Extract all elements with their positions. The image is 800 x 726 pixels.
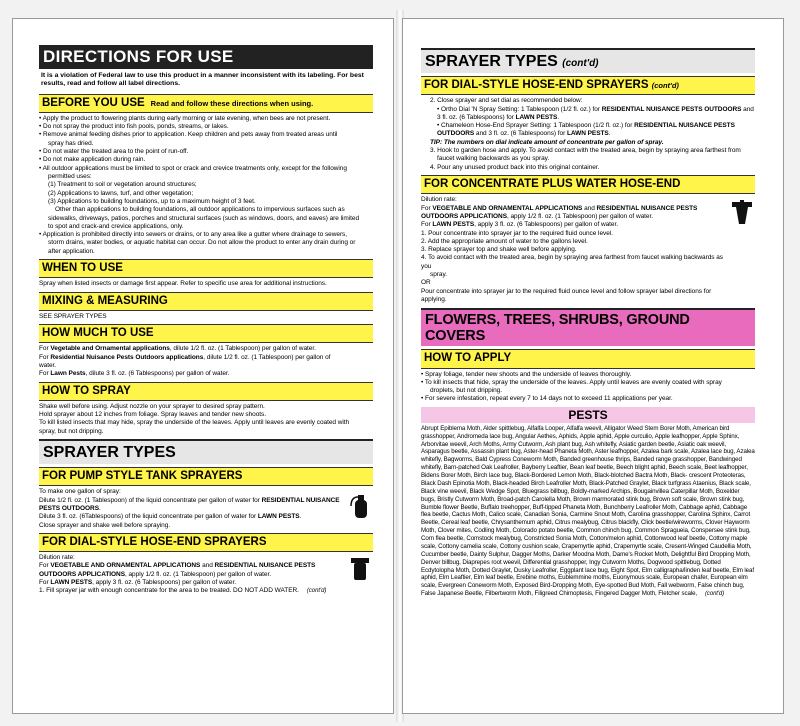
- seg: .: [557, 113, 560, 121]
- pests-list: [421, 425, 755, 599]
- dial-line: [39, 562, 343, 570]
- seg: For: [421, 204, 433, 212]
- seg: .: [299, 513, 302, 521]
- before-line: storm drains, water bodies, or aquatic habitat can occur. Do not allow the product to enter any drain during or: [48, 239, 356, 247]
- how-to-apply-heading: HOW TO APPLY: [421, 349, 755, 368]
- how-much-heading: HOW MUCH TO USE: [39, 324, 373, 343]
- pump-line: [39, 513, 343, 521]
- seg: • Chameleon Hose-End Sprayer Setting: 1 Tablespoon (1/2 fl. oz.) for: [437, 122, 635, 130]
- seg: OUTDOORS: [437, 130, 475, 138]
- before-line: permitted uses:: [48, 172, 92, 180]
- dial-cont-text: [421, 97, 755, 172]
- dial-line: 2. Close sprayer and set dial as recommended below:: [430, 97, 583, 105]
- spray-line: Hold sprayer about 12 inches from foliage. Spray leaves and tender new shoots.: [39, 411, 266, 419]
- seg: , apply 3 fl. oz. (6 Tablespoons) per gallon of water.: [474, 221, 619, 229]
- before-line: sidewalks, driveways, patios, porches and structural surfaces (such as windows, doors, and eaves) are limited: [48, 214, 360, 222]
- seg: .: [98, 504, 101, 512]
- how-much-line: [39, 370, 373, 378]
- left-page: [12, 18, 394, 714]
- before-line: (1) Treatment to soil or vegetation around structures;: [48, 181, 197, 189]
- spray-line: spray, but not dripping.: [39, 427, 104, 435]
- seg: .: [608, 130, 611, 138]
- dial-line: [39, 579, 343, 587]
- concentrate-text: [421, 196, 755, 304]
- dial-sprayer-heading: FOR DIAL-STYLE HOSE-END SPRAYERS: [39, 533, 373, 552]
- how-to-spray-text: [39, 403, 373, 436]
- sprayer-types-cont-title: [421, 48, 755, 73]
- how-to-apply-text: [421, 371, 755, 404]
- before-line: (3) Applications to building foundations, up to a maximum height of 3 feet.: [48, 197, 256, 205]
- conc-line: Pour concentrate into sprayer jar to the required fluid ounce level and follow sprayer label directions for applying.: [421, 287, 712, 303]
- before-line: • All outdoor applications must be limited to spot or crack and crevice treatments only, except for the following: [39, 164, 347, 172]
- apply-line: • To kill insects that hide, spray the underside of the leaves. Apply until leaves are evenly coated with spray: [421, 378, 722, 386]
- heading-cont: (cont'd): [651, 81, 679, 90]
- before-you-use-text: [39, 115, 373, 256]
- title-cont: (cont'd): [562, 58, 599, 69]
- seg: and: [741, 105, 754, 113]
- before-you-use-heading: [39, 94, 373, 113]
- seg: and 3 fl. oz. (6 Tablespoons) for: [474, 130, 567, 138]
- pump-sprayer-text: [39, 488, 373, 530]
- seg: Dilute 3 fl. oz. (6Tablespoons) of the liquid concentrate per gallon of water for: [39, 513, 258, 521]
- seg: PESTS OUTDOORS: [39, 504, 99, 512]
- how-much-line: [39, 345, 373, 353]
- conc-line: 2. Add the appropriate amount of water to the gallons level.: [421, 237, 588, 245]
- seg: • Ortho Dial 'N Spray Setting: 1 Tablespoon (1/2 fl. oz.) for: [437, 105, 602, 113]
- seg: 1. Fill sprayer jar with enough concentrate for the area to be treated. DO NOT ADD WATER.: [39, 587, 299, 595]
- conc-line: [421, 213, 725, 221]
- title-text: SPRAYER TYPES: [425, 53, 558, 70]
- seg: LAWN PESTS: [432, 221, 475, 229]
- directions-title: DIRECTIONS FOR USE: [39, 45, 373, 69]
- seg: RESIDENTIAL NUISANCE: [261, 496, 340, 504]
- before-line: after application.: [48, 247, 95, 255]
- dial-line: [421, 106, 755, 114]
- dial-line: [421, 114, 755, 122]
- seg: LAWN PESTS: [257, 513, 300, 521]
- directions-intro: It is a violation of Federal law to use this product in a manner inconsistent with its labeling. For best results, read and follow all label directions.: [41, 72, 364, 88]
- conc-line: 4. To avoid contact with the treated area, begin by spraying area farthest from faucet walking backwards as you: [421, 254, 724, 270]
- seg: , dilute 3 fl. oz. (6 Tablespoons) per gallon of water.: [85, 370, 230, 378]
- before-line: spray has dried.: [48, 139, 94, 147]
- sprayer-types-title: SPRAYER TYPES: [39, 439, 373, 464]
- when-line: Spray when listed insects or damage first appear. Refer to specific use area for additional instructions.: [39, 280, 327, 288]
- before-heading-text: BEFORE YOU USE: [42, 96, 145, 109]
- pump-sprayer-icon: [349, 494, 371, 520]
- mixing-heading: MIXING & MEASURING: [39, 292, 373, 311]
- seg: , dilute 1/2 fl. oz. (1 Tablespoon) per gallon of water.: [169, 345, 316, 353]
- pump-sprayer-heading: FOR PUMP STYLE TANK SPRAYERS: [39, 467, 373, 486]
- seg: Residential Nuisance Pests Outdoors applications: [50, 353, 204, 361]
- before-line: • Do not make application during rain.: [39, 156, 146, 164]
- concentrate-sprayer-icon: [731, 200, 753, 226]
- seg: LAWN PESTS: [50, 579, 93, 587]
- seg: Lawn Pests: [50, 370, 86, 378]
- dial-sprayer-text: [39, 554, 373, 596]
- before-line: (2) Applications to lawns, turf, and other vegetation;: [48, 189, 194, 197]
- dial-line: Dilution rate:: [39, 554, 75, 562]
- flowers-trees-title: FLOWERS, TREES, SHRUBS, GROUND COVERS: [421, 308, 755, 346]
- seg: For: [39, 562, 51, 570]
- how-much-text: [39, 345, 373, 378]
- seg: OUTDOORS APPLICATIONS: [421, 212, 507, 220]
- before-line: • Do not spray the product into fish pools, ponds, streams, or lakes.: [39, 123, 229, 131]
- seg: For: [421, 221, 433, 229]
- conc-line: 1. Pour concentrate into sprayer jar to the required fluid ounce level.: [421, 229, 613, 237]
- mixing-line: SEE SPRAYER TYPES: [39, 312, 107, 320]
- seg: , apply 1/2 fl. oz. (1 Tablespoon) per gallon of water.: [506, 212, 653, 220]
- seg: and: [200, 562, 215, 570]
- spray-line: To kill listed insects that may hide, spray the underside of the leaves. Apply until leaves are evenly coated with: [39, 419, 350, 427]
- seg: RESIDENTIAL NUISANCE PESTS: [214, 562, 316, 570]
- before-line: • Apply the product to flowering plants during early morning or late evening, when bees are not present.: [39, 114, 331, 122]
- pests-text: Abrupt Epiblema Moth, Alder spittlebug, Alfalfa Looper, Alfalfa weevil, Alligator Weed Stem Borer Moth, American bird grasshopper, Andromeda lace bug, Angular Aethes, Aphids, Apple aphid, Apple curculio, Apple leafhopper, Apple Sphinx, Arborvitae weevil, Arch Moths, Army Cutworm, Ash plant bug, Ash whitefly, Asiatic garden beetle, Asiatic oak weevil, Asparagus beetle, Assassin plant bug, Aster-head Phaneta Moth, Aster leafhopper, Azalea bark scale, Azalea lace bug, Azalea whitefly, Bagworms, Bald Cypress Coneworm Moth, Banded greenhouse thrips, Banded range grasshopper, Bandwinged whitefly, Barn-patched Oak Leafroller, Bayberry Leaftier, Bean leaf beetle, Beech blight aphid, Beech scale, Beet leafhopper, Bidens Borer Moth, Birch lace bug, Black-Bordered Lemon Moth, Black-blotched Bactra Moth, Black- crescent Proteoteras, Black Dash Epinotia Moth, Black-headed Birch Leafroller Moth, Black-Patched Graylet, Black turfgrass Ataenius, Black scale, Black vine weevil, Black Wedge Spot, Bluegrass billbug, Boldly-marked Archips, Bougainvillea Caterpillar Moth, Boxelder bugs, Bristly Cutworm Moth, Broad-patch Carolella Moth, Brown marmorated stink bug, Brown soft scale, Brown stink bug, Bumble flower Beetle, Buffalo treehopper, Buff-tipped Phaneta Moth, Bunchberry Leafroller Moth, Cabbage aphid, Cabbage flea beetle, Cactus Moth, Calico scale, Canadian Sonia, Carmine Snout Moth, Carolina grasshopper, Carolina Sphinx, Carrot Beetle, Cereal leaf beetle, Chrysanthemum aphid, Citrus mealybug, Citrus blackfly, Click beetle/wireworms, Clover Hayworm Moth, Clover mites, Codling Moth, Colorado potato beetle, Common chinch bug, Common Spragueia, Conspersee stink bug, Corn flea beetle, Comstock mealybug, Constricted Sonia Moth, Cotton/melon aphid, Cottonwood leaf beetle, Cottony maple scale, Cottony camelia scale, Cottony cushion scale, Crapemyrtle aphid, Crapemyrtle scale, Cresent-Winged Caudellia Moth, Cucumber beetle, Dainty Sulphur, Dagger Moths, Darker Moodna Moth, Dame's Rocket Moth, Delightful Bird Dropping Moth, Denver billbug, Diaprepes root weevil, Differential grasshopper, Ingy Cutworm Moths, Dogwood spittlebug, Dotted Ecdytolopha Moth, Dotted Graylet, Dusky Leafroller, Eggplant lace bug, Eight Spot, Elm calligrapha/linden leaf beetle, Elm leaf aphid, Elm Leaftier, Elm leaf beetle, Erebine moths, Eublemmine moths, Euonymous scale, European chafer, European elm scale, Evergreen Coneworm Moth, Exposed Bird-Dropping Moth, Eye-spotted Bud Moth, Fall webworm, False chinch bug, False Japanese Beetle, Filbertworm Moth, Filigreed Chimoptesis, Fingered Dagger Moth, Fletcher scale,: [421, 424, 755, 598]
- pump-line: [39, 497, 343, 505]
- conc-line: Dilution rate:: [421, 196, 457, 204]
- mixing-text: [39, 313, 373, 321]
- pests-continued: (cont'd): [705, 591, 725, 598]
- seg: Vegetable and Ornamental applications: [50, 345, 170, 353]
- conc-line: spray.: [430, 271, 447, 279]
- how-much-line: water.: [39, 362, 57, 369]
- concentrate-heading: FOR CONCENTRATE PLUS WATER HOSE-END: [421, 175, 755, 194]
- how-to-spray-heading: HOW TO SPRAY: [39, 382, 373, 401]
- seg: For: [39, 345, 51, 353]
- when-to-use-heading: WHEN TO USE: [39, 259, 373, 278]
- dial-line: 4. Pour any unused product back into this original container.: [430, 163, 600, 171]
- conc-line: OR: [421, 279, 431, 287]
- before-line: • Application is prohibited directly into sewers or drains, or to any area like a gutter where drainage to sewers,: [39, 231, 348, 239]
- apply-line: • Spray foliage, tender new shoots and the underside of leaves thoroughly.: [421, 370, 632, 378]
- conc-line: 3. Replace sprayer top and shake well before applying.: [421, 246, 577, 254]
- before-heading-sub: Read and follow these directions when using.: [150, 98, 314, 108]
- seg: Dilute 1/2 fl. oz. (1 Tablespoon) of the liquid concentrate per gallon of water for: [39, 496, 262, 504]
- how-much-line: [39, 354, 373, 362]
- dial-line: [39, 571, 343, 579]
- right-page: [402, 18, 784, 714]
- seg: LAWN PESTS: [515, 113, 558, 121]
- before-line: • Remove animal feeding dishes prior to application. Keep children and pets away from treated areas until: [39, 131, 338, 139]
- seg: , apply 1/2 fl. oz. (1 Tablespoon) per gallon of water.: [124, 570, 271, 578]
- dial-tip: [421, 139, 755, 147]
- pests-heading: PESTS: [421, 407, 755, 423]
- heading-text: FOR DIAL-STYLE HOSE-END SPRAYERS: [424, 79, 649, 91]
- pump-line: To make one gallon of spray:: [39, 488, 121, 496]
- seg: RESIDENTIAL NUISANCE PESTS: [634, 122, 735, 130]
- before-line: Other than applications to building foundations, all outdoor applications to impervious surfaces such as: [55, 206, 345, 214]
- dial-line: [421, 130, 755, 138]
- dial-line: 3. Hook to garden hose and apply. To avoid contact with the treated area, begin by spraying area farthest from: [430, 147, 741, 155]
- pump-line: [39, 505, 343, 513]
- apply-line: • For severe infestation, repeat every 7 to 14 days not to exceed 11 applications per year.: [421, 395, 673, 403]
- dial-line: faucet walking backwards as you spray.: [437, 155, 550, 163]
- dial-line: [39, 587, 343, 596]
- continued-note: (cont'd): [306, 588, 327, 595]
- spray-line: Shake well before using. Adjust nozzle on your sprayer to desired spray pattern.: [39, 402, 265, 410]
- seg: 3 fl. oz. (6 Tablespoons) for: [437, 113, 516, 121]
- conc-line: [421, 221, 725, 229]
- seg: For: [39, 579, 51, 587]
- tip-text: TIP: The numbers on dial indicate amount of concentrate per gallon of spray.: [430, 138, 664, 146]
- when-to-use-text: [39, 280, 373, 288]
- pump-line: Close sprayer and shake well before spraying.: [39, 521, 171, 529]
- seg: VEGETABLE AND ORNAMENTAL APPLICATIONS: [50, 562, 201, 570]
- apply-line: droplets, but not dripping.: [430, 387, 503, 395]
- before-line: • Do not water the treated area to the point of run-off.: [39, 148, 189, 156]
- seg: VEGETABLE AND ORNAMENTAL APPLICATIONS: [432, 204, 583, 212]
- seg: For: [39, 353, 51, 361]
- seg: RESIDENTIAL NUISANCE PESTS: [596, 204, 698, 212]
- hose-end-sprayer-icon: [349, 556, 371, 582]
- seg: , dilute 1/2 fl. oz. (1 Tablespoon) per gallon of: [203, 353, 331, 361]
- dial-cont-heading: [421, 76, 755, 95]
- seg: For: [39, 370, 51, 378]
- seg: RESIDENTIAL NUISANCE PESTS OUTDOORS: [601, 105, 742, 113]
- conc-line: [421, 205, 725, 213]
- before-line: to spot and crack-and crevice applications, only.: [48, 222, 184, 230]
- seg: and: [582, 204, 597, 212]
- seg: LAWN PESTS: [566, 130, 609, 138]
- seg: OUTDOORS APPLICATIONS: [39, 570, 125, 578]
- dial-line: [421, 122, 755, 130]
- seg: , apply 3 fl. oz. (6 Tablespoons) per gallon of water.: [92, 579, 237, 587]
